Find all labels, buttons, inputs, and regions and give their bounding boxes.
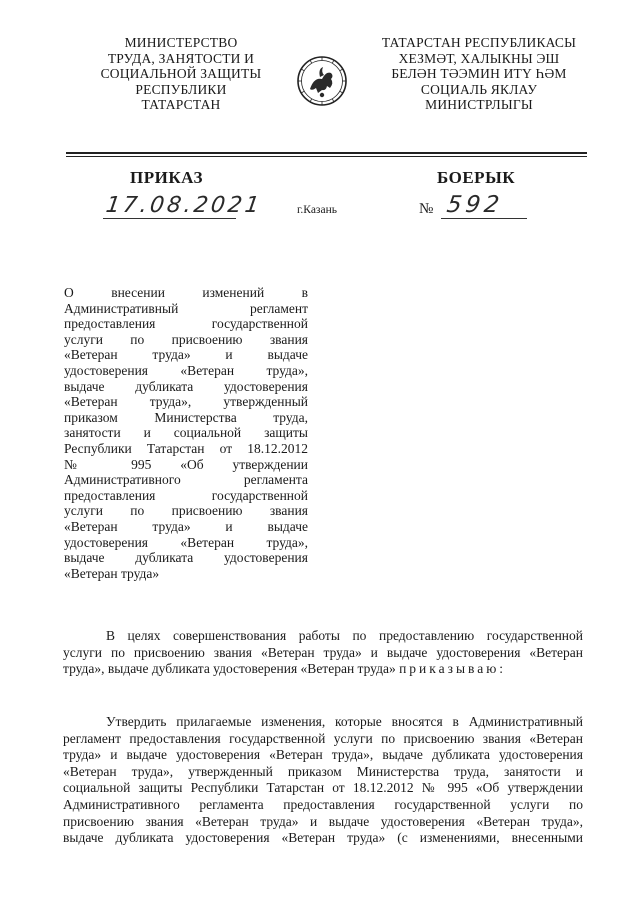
- subject-line: предоставления государственной: [64, 487, 308, 503]
- subject-line: услуги по присвоению звания: [64, 503, 308, 519]
- order-paragraph: [63, 714, 583, 847]
- header-divider-thick: [66, 152, 587, 154]
- header-line: СОЦИАЛЬНОЙ ЗАЩИТЫ: [100, 66, 262, 82]
- subject-line: «Ветеран труда» и выдаче: [64, 518, 308, 534]
- document-title-tatar: БОЕРЫК: [437, 168, 516, 187]
- paragraph-line: присвоению звания «Ветеран труда» и выдаче удостоверения «Ветеран труда»,: [63, 813, 583, 829]
- paragraph-text: труда», выдаче дубликата удостоверения «Ветеран труда»: [63, 661, 400, 677]
- header-line: МИНИСТЕРСТВО: [124, 35, 238, 50]
- subject-line: выдаче дубликата удостоверения: [64, 378, 308, 394]
- paragraph-line: регламент предоставления государственной услуги по присвоению звания «Ветеран: [63, 730, 583, 746]
- ministry-header-tatar: [368, 35, 590, 113]
- subject-line: Административный регламент: [64, 300, 308, 316]
- preamble-paragraph: [63, 628, 583, 678]
- number-sign: №: [419, 201, 434, 217]
- header-line: РЕСПУБЛИКИ: [135, 81, 227, 97]
- paragraph-line: услуги по присвоению звания «Ветеран труда» и выдаче удостоверения «Ветеран: [63, 644, 583, 660]
- order-subject: [64, 285, 308, 581]
- subject-line: выдаче дубликата удостоверения: [64, 550, 308, 566]
- header-line: ТРУДА, ЗАНЯТОСТИ И: [107, 50, 255, 66]
- subject-line: приказом Министерства труда,: [64, 409, 308, 425]
- ministry-header-russian: [72, 35, 290, 113]
- paragraph-line: В целях совершенствования работы по предоставлению государственной: [106, 628, 583, 643]
- paragraph-line: Административного регламента предоставления государственной услуги по: [63, 796, 583, 812]
- subject-line: О внесении изменений в: [64, 285, 308, 300]
- subject-line: «Ветеран труда» и выдаче: [64, 347, 308, 363]
- subject-line: «Ветеран труда», утвержденный: [64, 394, 308, 410]
- date-underline: [103, 218, 236, 219]
- header-line: ТАТАРСТАН РЕСПУБЛИКАСЫ: [381, 35, 577, 50]
- document-title-russian: ПРИКАЗ: [130, 168, 203, 187]
- header-line: БЕЛӘН ТӘЭМИН ИТҮ ҺӘМ: [391, 66, 567, 82]
- paragraph-line: социальной защиты Республики Татарстан от 18.12.2012 № 995 «Об утверждении: [63, 780, 583, 796]
- subject-line: услуги по присвоению звания: [64, 331, 308, 347]
- paragraph-line: Утвердить прилагаемые изменения, которые вносятся в Административный: [106, 714, 583, 729]
- header-line: ХЕЗМӘТ, ХАЛЫКНЫ ЭШ: [398, 50, 560, 66]
- paragraph-line: выдаче дубликата удостоверения «Ветеран труда» (с изменениями, внесенными: [63, 830, 583, 846]
- paragraph-line: «Ветеран труда», утвержденный приказом Министерства труда, занятости и: [63, 763, 583, 779]
- subject-line: Административного регламента: [64, 472, 308, 488]
- order-number: 592: [445, 192, 505, 218]
- coat-of-arms-icon: [296, 55, 348, 107]
- order-date: 17.08.2021: [104, 193, 264, 218]
- subject-line: «Ветеран труда»: [64, 565, 160, 581]
- header-line: СОЦИАЛЬ ЯКЛАУ: [420, 81, 538, 97]
- subject-line: удостоверения «Ветеран труда»,: [64, 362, 308, 378]
- subject-line: № 995 «Об утверждении: [64, 456, 308, 472]
- header-divider-thin: [66, 156, 587, 157]
- paragraph-line: труда» и выдаче удостоверения «Ветеран труда», выдаче дубликата удостоверения: [63, 747, 583, 763]
- header-line: МИНИСТРЛЫГЫ: [425, 97, 533, 113]
- order-verb: приказываю:: [399, 661, 507, 677]
- subject-line: занятости и социальной защиты: [64, 425, 308, 441]
- subject-line: предоставления государственной: [64, 316, 308, 332]
- header-line: ТАТАРСТАН: [141, 97, 221, 113]
- subject-line: удостоверения «Ветеран труда»,: [64, 534, 308, 550]
- paragraph-line: [63, 661, 583, 678]
- subject-line: Республики Татарстан от 18.12.2012: [64, 440, 308, 456]
- number-underline: [441, 218, 527, 219]
- city-name: г.Казань: [297, 204, 337, 216]
